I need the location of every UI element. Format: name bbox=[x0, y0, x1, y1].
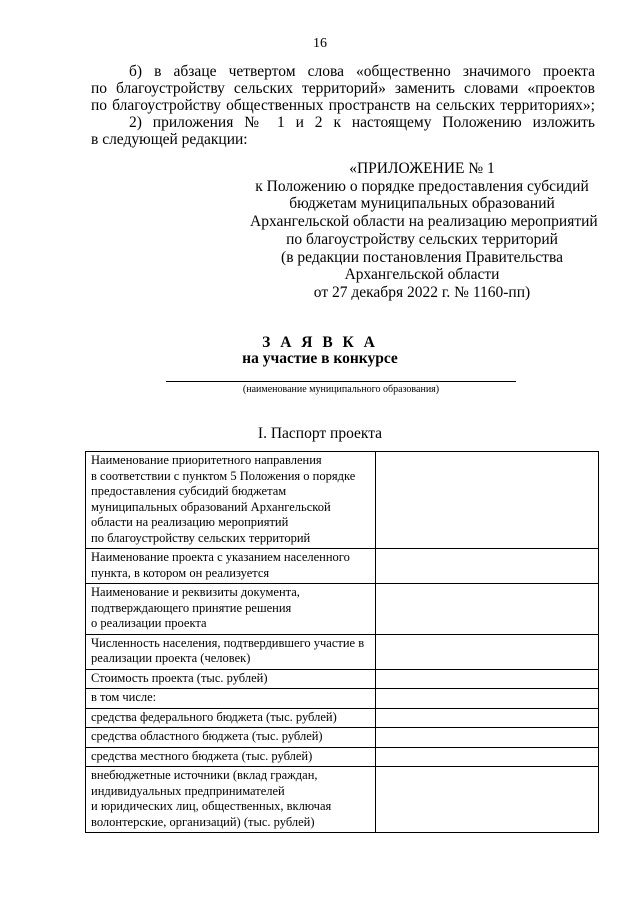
row-label: в том числе: bbox=[86, 689, 376, 709]
row-value bbox=[376, 728, 599, 748]
table-row bbox=[86, 689, 599, 709]
table-row bbox=[86, 634, 599, 669]
application-title: З А Я В К А bbox=[262, 334, 378, 351]
application-subtitle: на участие в конкурсе bbox=[242, 350, 398, 367]
appendix-line: (в редакции постановления Правительства bbox=[281, 248, 563, 266]
row-value bbox=[376, 689, 599, 709]
table-row bbox=[86, 549, 599, 584]
row-label: средства областного бюджета (тыс. рублей) bbox=[86, 728, 376, 748]
project-passport-table bbox=[85, 451, 599, 833]
row-label: средства местного бюджета (тыс. рублей) bbox=[86, 747, 376, 767]
row-label: Наименование проекта с указанием населенного пункта, в котором он реализуется bbox=[86, 549, 376, 584]
row-label: Наименование приоритетного направления в соответствии с пунктом 5 Положения о порядке предоставления субсидий бюджетам муниципальных образований Архангельской области на реализацию мероприятий по благоустройству сельских территорий bbox=[86, 452, 376, 549]
table-row bbox=[86, 708, 599, 728]
row-value bbox=[376, 669, 599, 689]
row-label: Численность населения, подтвердившего участие в реализации проекта (человек) bbox=[86, 634, 376, 669]
municipality-fill-line bbox=[166, 381, 516, 382]
table-row bbox=[86, 747, 599, 767]
row-value bbox=[376, 634, 599, 669]
table-row bbox=[86, 767, 599, 833]
appendix-line: Архангельской области на реализацию мероприятий bbox=[250, 213, 598, 231]
page-number: 16 bbox=[313, 36, 327, 51]
appendix-header bbox=[250, 160, 598, 302]
row-value bbox=[376, 747, 599, 767]
table-row bbox=[86, 452, 599, 549]
municipality-caption: (наименование муниципального образования) bbox=[242, 384, 440, 395]
paragraph-2 bbox=[91, 114, 595, 148]
paragraph-line: 2) приложения № 1 и 2 к настоящему Положению изложить bbox=[129, 114, 595, 131]
paragraph-line: по благоустройству общественных пространств на сельских территориях»; bbox=[91, 97, 595, 114]
row-value bbox=[376, 767, 599, 833]
table-row bbox=[86, 728, 599, 748]
table-row bbox=[86, 584, 599, 635]
paragraph-b bbox=[91, 63, 595, 114]
row-label: Наименование и реквизиты документа, подтверждающего принятие решения о реализации проекта bbox=[86, 584, 376, 635]
row-label: средства федерального бюджета (тыс. рублей) bbox=[86, 708, 376, 728]
appendix-line: к Положению о порядке предоставления субсидий bbox=[255, 177, 589, 195]
appendix-line: Архангельской области bbox=[344, 266, 500, 284]
appendix-line: от 27 декабря 2022 г. № 1160-пп) bbox=[313, 283, 531, 301]
row-value bbox=[376, 452, 599, 549]
row-value bbox=[376, 584, 599, 635]
row-label: внебюджетные источники (вклад граждан, индивидуальных предпринимателей и юридических лиц, общественных, включая волонтерские, организаций) (тыс. рублей) bbox=[86, 767, 376, 833]
row-label: Стоимость проекта (тыс. рублей) bbox=[86, 669, 376, 689]
table-row bbox=[86, 669, 599, 689]
row-value bbox=[376, 708, 599, 728]
paragraph-line: б) в абзаце четвертом слова «общественно значимого проекта bbox=[129, 63, 595, 80]
appendix-line: бюджетам муниципальных образований bbox=[289, 195, 555, 213]
appendix-line: по благоустройству сельских территорий bbox=[286, 230, 558, 248]
section-title: I. Паспорт проекта bbox=[257, 425, 383, 442]
appendix-line: «ПРИЛОЖЕНИЕ № 1 bbox=[349, 160, 495, 177]
paragraph-line: в следующей редакции: bbox=[91, 131, 248, 148]
paragraph-line: по благоустройству сельских территорий» заменить словами «проектов bbox=[91, 80, 595, 97]
row-value bbox=[376, 549, 599, 584]
